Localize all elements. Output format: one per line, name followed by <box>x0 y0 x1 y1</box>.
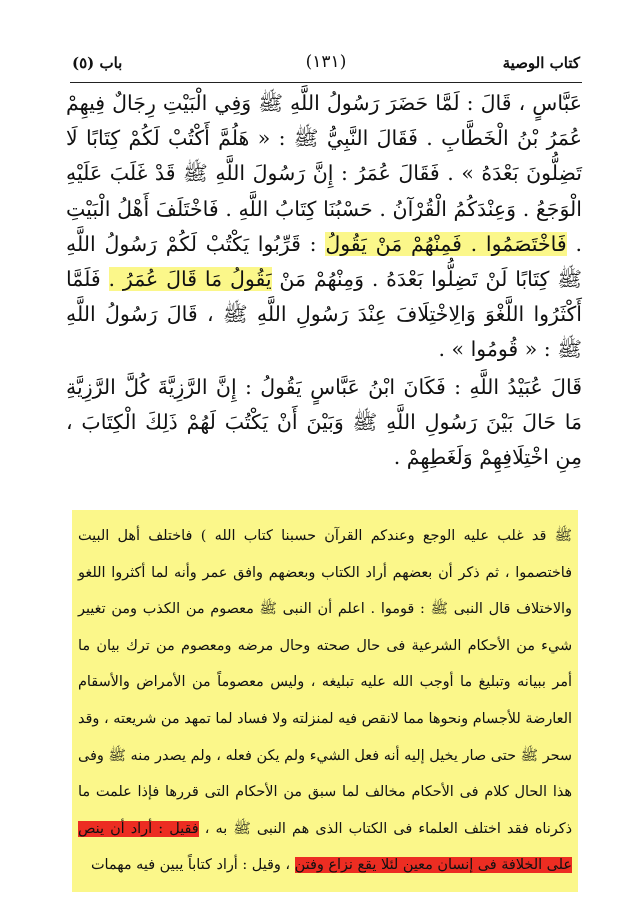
highlight-1: فَاخْتَصَمُوا . فَمِنْهُمْ مَنْ يَقُولُ <box>325 231 567 256</box>
page-header <box>72 50 580 80</box>
hadith-text-part: فَلَمَّا أَكْثَرُوا اللَّغْوَ وَالِاخْتِلَافَ عِنْدَ رَسُولِ اللَّهِ ﷺ ، قَالَ رَسُولُ اللَّهِ ﷺ : « قُومُوا » . <box>66 267 582 362</box>
book-title: كتاب الوصية <box>502 54 580 72</box>
header-rule <box>70 82 582 83</box>
hadith-text-part: : قَرِّبُوا يَكْتُبْ لَكُمْ رَسُولُ اللَّهِ ﷺ كِتَابًا لَنْ تَضِلُّوا بَعْدَهُ . وَمِنْهُمْ مَنْ <box>66 231 582 292</box>
hadith-text-part: عَبَّاسٍ ، قَالَ : لَمَّا حَضَرَ رَسُولُ اللَّهِ ﷺ وَفِي الْبَيْتِ رِجَالٌ فِيهِمْ عُمَرُ بْنُ الْخَطَّابِ . فَقَالَ النَّبِيُّ ﷺ : « هَلُمَّ أَكْتُبْ لَكُمْ كِتَابًا لَا تَضِلُّونَ بَعْدَهُ » . فَقَالَ عُمَرُ : إِنَّ رَسُولَ اللَّهِ ﷺ قَدْ غَلَبَ عَلَيْهِ الْوَجَعُ . وَعِنْدَكُمُ الْقُرْآنُ . حَسْبُنَا كِتَابُ اللَّهِ . فَاخْتَلَفَ أَهْلُ الْبَيْتِ . <box>66 91 582 256</box>
commentary-text-end: ، وقيل : أراد كتاباً يبين فيه مهمات <box>91 857 291 874</box>
highlight-2: يَقُولُ مَا قَالَ عُمَرُ . <box>108 267 272 292</box>
hadith-paragraph-2: قَالَ عُبَيْدُ اللَّهِ : فَكَانَ ابْنُ عَبَّاسٍ يَقُولُ : إِنَّ الرَّزِيَّةَ كُلَّ الرَّزِيَّةِ مَا حَالَ بَيْنَ رَسُولِ اللَّهِ ﷺ وَبَيْنَ أَنْ يَكْتُبَ لَهُمْ ذَلِكَ الْكِتَابَ ، مِنِ اخْتِلَافِهِمْ وَلَغَطِهِمْ . <box>66 374 582 470</box>
commentary-paragraph <box>78 518 572 884</box>
hadith-text <box>66 86 582 506</box>
commentary-block <box>72 510 578 892</box>
chapter-label: باب (٥) <box>72 54 123 72</box>
page-number: (١٣١) <box>305 52 347 72</box>
commentary-text: ﷺ قد غلب عليه الوجع وعندكم القرآن حسبنا كتاب الله ) فاختلف أهل البيت فاختصموا ، ثم ذكر أن بعضهم أراد الكتاب وبعضهم وافق عمر وأنه لما أكثروا اللغو والاختلاف قال النبى ﷺ : قوموا . اعلم أن النبى ﷺ معصوم من الكذب ومن تغيير شيء من الأحكام الشرعية فى حال صحته وحال مرضه ومعصوم من ترك بيان ما أمر ببيانه وتبليغ ما أوجب الله عليه تبليغه ، وليس معصوماً من الأمراض والأسقام العارضة للأجسام ونحوها مما لانقص فيه لمنزلته ولا فساد لما تمهد من شريعته ، وقد سحر ﷺ حتى صار يخيل إليه أنه فعل الشيء ولم يكن فعله ، ولم يصدر منه ﷺ وفى هذا الحال كلام فى الأحكام مخالف لما سبق من الأحكام التى قررها فإذا علمت ما ذكرناه فقد اختلف العلماء فى الكتاب الذى هم النبى ﷺ به ، <box>78 528 572 837</box>
hadith-paragraph-1 <box>66 86 582 368</box>
red-highlight: فقيل : أراد أن ينص على الخلافة فى إنسان معين لئلا يقع نزاع وفتن <box>78 820 572 874</box>
